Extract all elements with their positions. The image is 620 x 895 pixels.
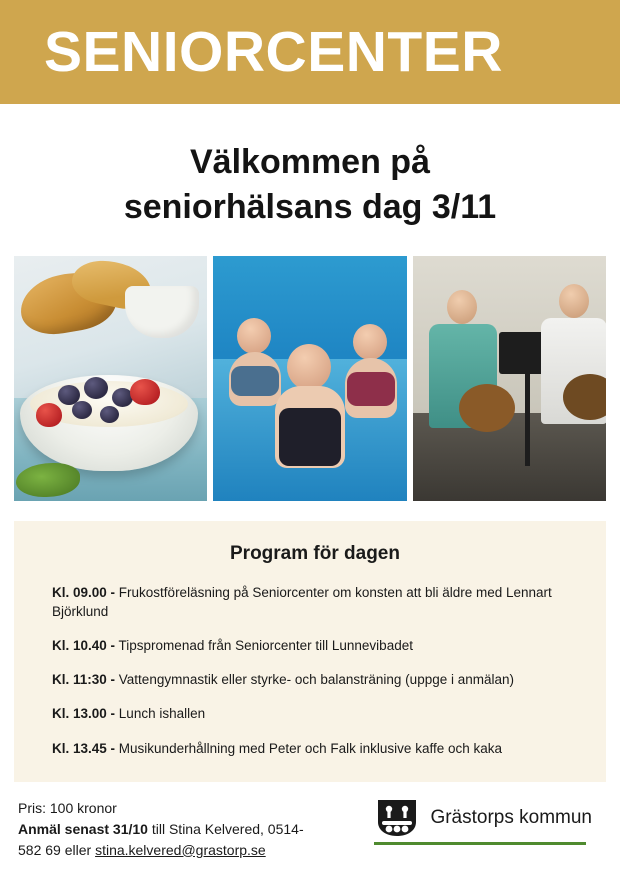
program-item-text: Lunch ishallen (118, 706, 206, 722)
program-item-time: Kl. 13.45 - (52, 740, 116, 756)
program-item (52, 704, 578, 723)
pool-photo (213, 256, 406, 501)
program-item-time: Kl. 11:30 - (52, 672, 116, 688)
signup-contact: till Stina Kelvered, 0514- (147, 820, 304, 837)
program-item-time: Kl. 13.00 - (52, 706, 116, 722)
phone-email-line (18, 840, 304, 861)
musician-head (559, 284, 589, 318)
program-item (52, 670, 578, 689)
municipality-logo (374, 798, 606, 845)
program-item-text: Tipspromenad från Seniorcenter till Lunnevibadet (118, 638, 413, 654)
program-title: Program för dagen (230, 542, 400, 564)
strawberry-icon (36, 403, 62, 427)
swimsuit (279, 408, 341, 466)
program-item (52, 636, 578, 655)
main-heading (0, 140, 620, 230)
program-item-time: Kl. 10.40 - (52, 638, 116, 654)
breakfast-photo (14, 256, 207, 501)
signup-line (18, 819, 304, 840)
musician-head (447, 290, 477, 324)
swimsuit (231, 366, 279, 396)
cup-icon (125, 286, 199, 338)
program-item-text: Frukostföreläsning på Seniorcenter om konsten att bli äldre med Lennart Björklund (52, 584, 552, 619)
signup-deadline: Anmäl senast 31/10 (18, 820, 148, 837)
swimmer-head (287, 344, 331, 390)
program-item-text: Musikunderhållning med Peter och Falk inklusive kaffe och kaka (118, 740, 502, 756)
music-stand-pole (525, 374, 530, 466)
logo-underline (374, 842, 586, 845)
price-line: Pris: 100 kronor (18, 799, 117, 816)
logo-text: Grästorps kommun (430, 806, 592, 828)
strawberry-icon (130, 379, 160, 405)
page-title: SENIORCENTER (44, 19, 503, 84)
swimmer-head (237, 318, 271, 354)
heading-line-1: Välkommen på (190, 143, 430, 181)
program-item (52, 739, 578, 758)
logo-row (374, 798, 592, 838)
program-item (52, 583, 578, 621)
footer (14, 798, 606, 861)
phone-number: 582 69 eller (18, 841, 96, 858)
heading-line-2: seniorhälsans dag 3/11 (123, 187, 497, 226)
berry-icon (100, 406, 119, 423)
program-item-time: Kl. 09.00 - (52, 584, 116, 600)
berry-icon (72, 401, 92, 419)
header-banner (0, 0, 620, 104)
coat-of-arms-icon (374, 798, 420, 838)
berry-icon (84, 377, 108, 399)
leaf-decoration (16, 463, 80, 497)
email-link[interactable]: stina.kelvered@grastorp.se (95, 841, 266, 858)
guitar-icon (459, 384, 515, 432)
program-panel (14, 521, 606, 782)
swimmer-head (353, 324, 387, 360)
contact-info (18, 798, 304, 861)
music-photo (413, 256, 606, 501)
swimsuit (347, 372, 395, 406)
photo-strip (14, 256, 606, 501)
program-item-text: Vattengymnastik eller styrke- och balansträning (uppge i anmälan) (118, 672, 515, 688)
